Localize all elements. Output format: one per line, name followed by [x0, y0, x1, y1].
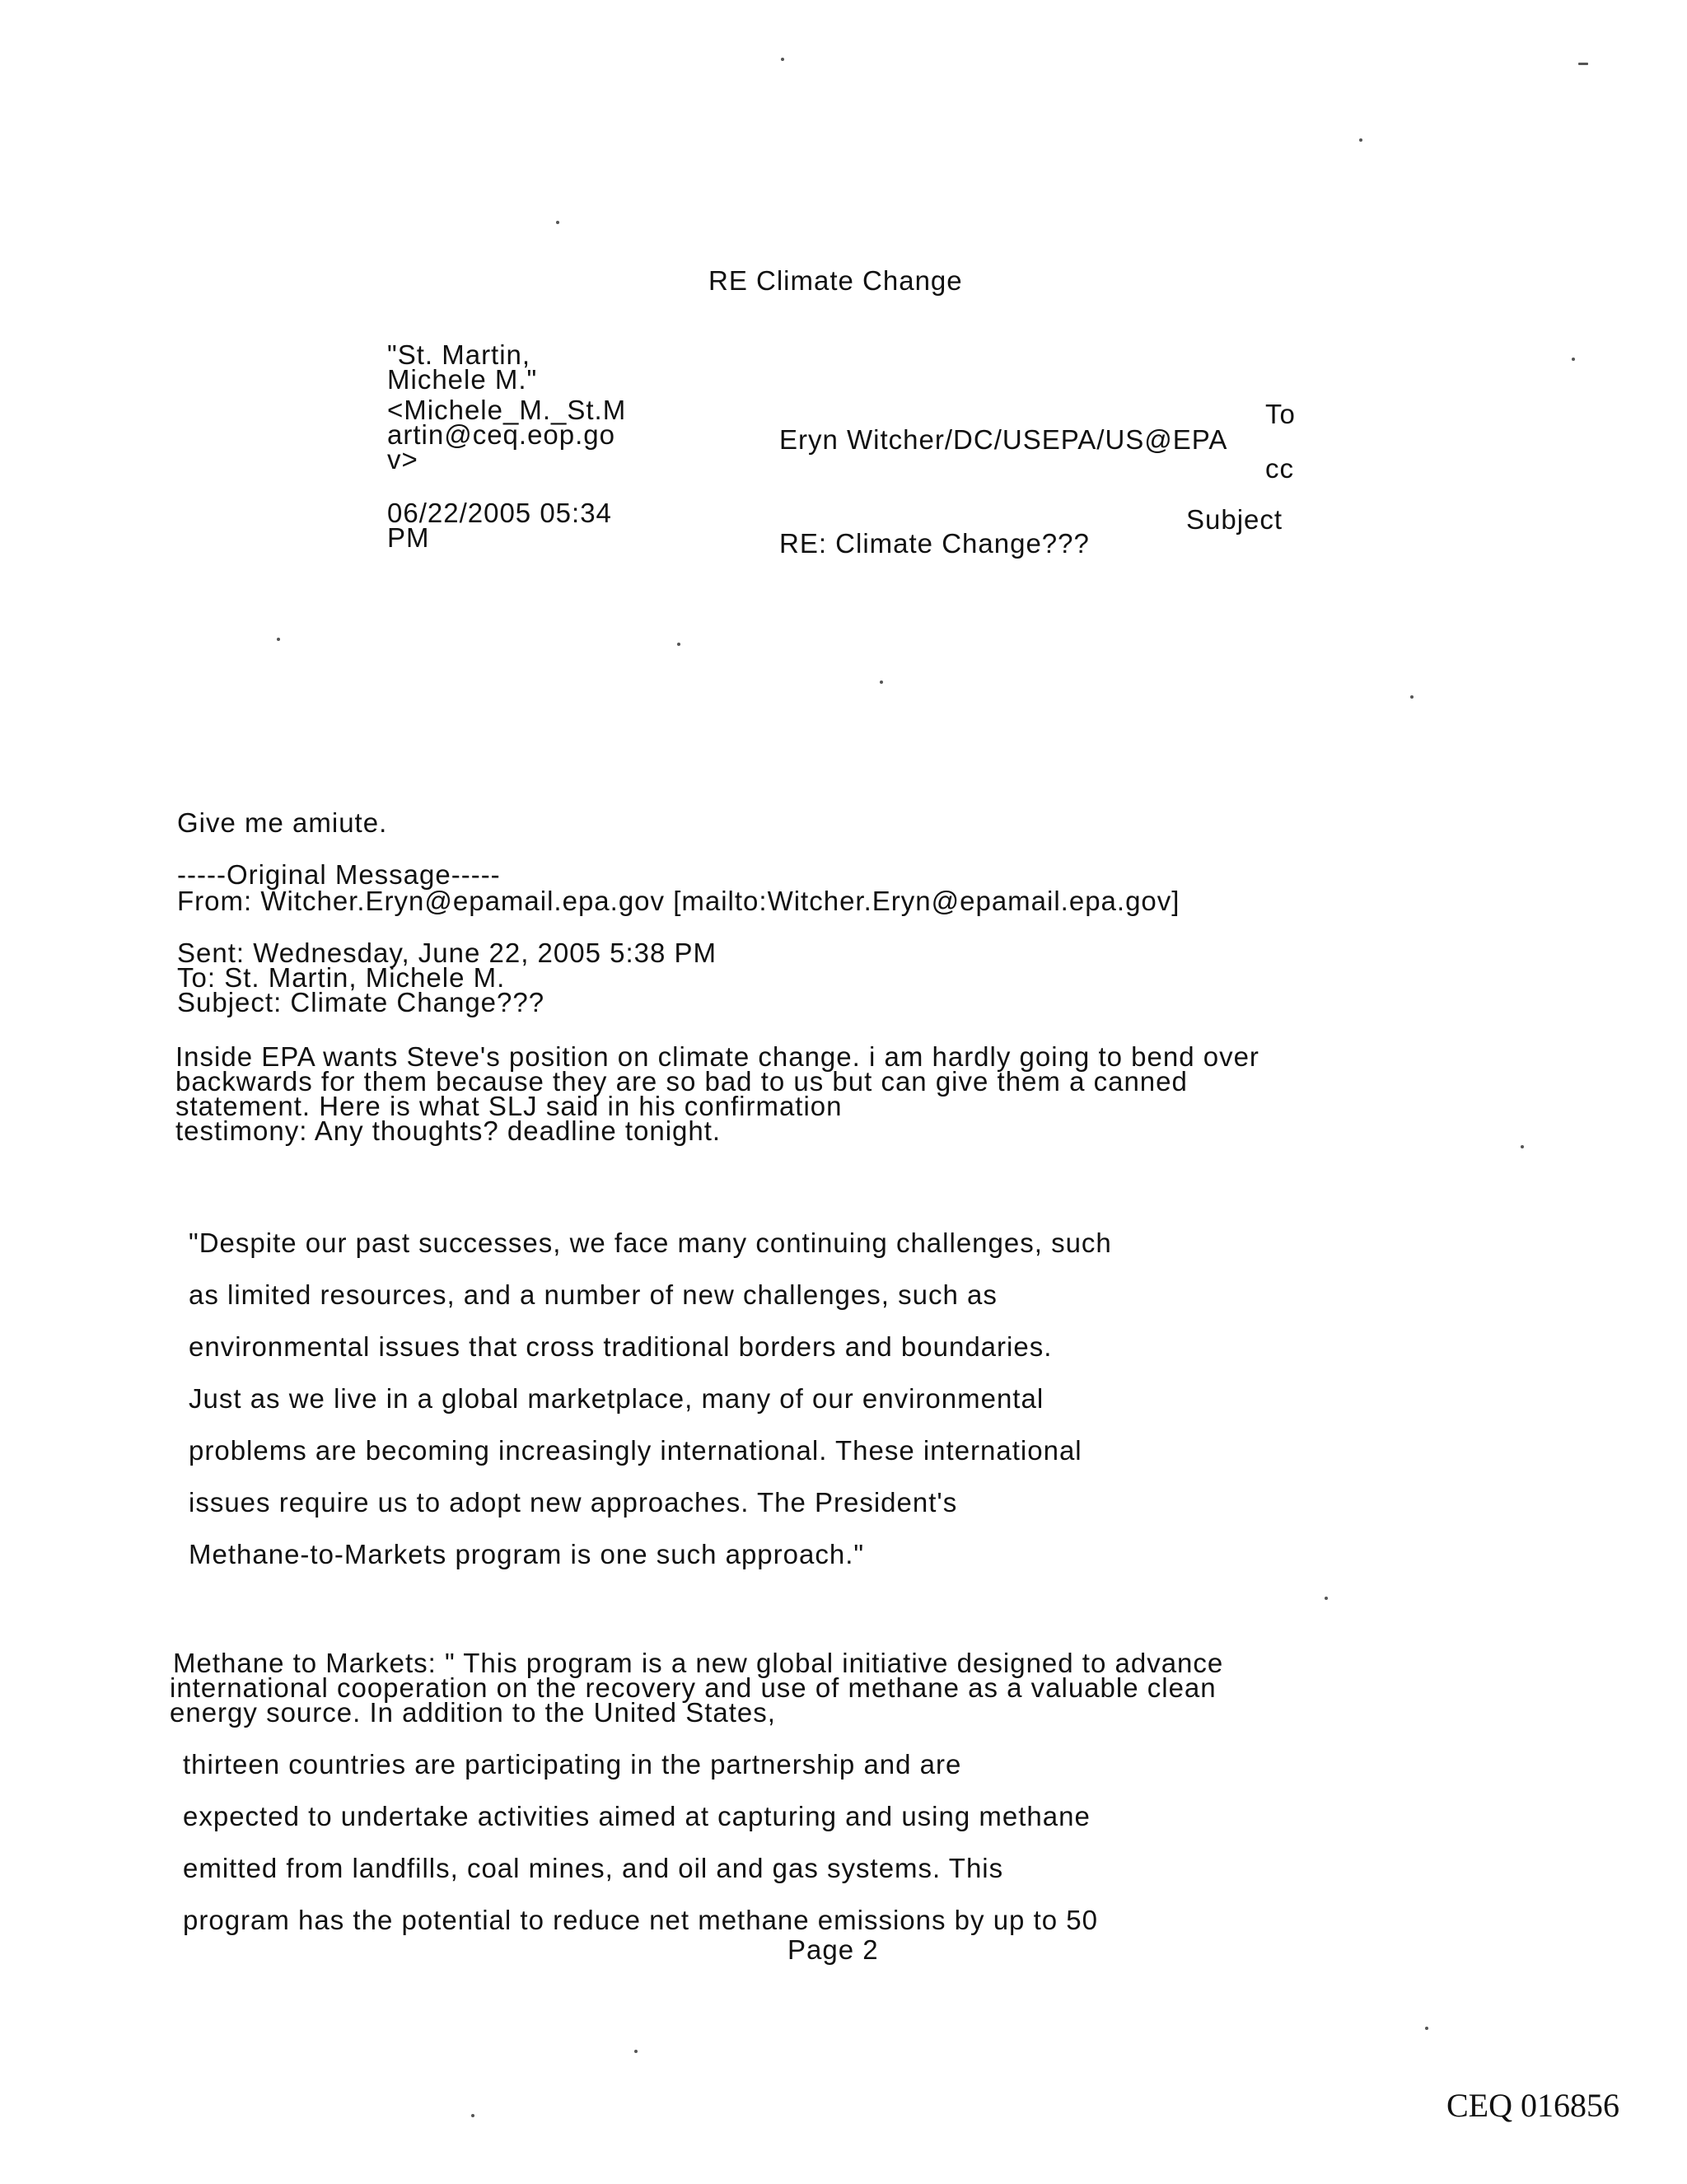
original-sent: Sent: Wednesday, June 22, 2005 5:38 PM — [177, 938, 717, 968]
to-label: To — [1265, 399, 1296, 429]
body-line: testimony: Any thoughts? deadline tonight. — [175, 1115, 722, 1146]
scan-speck — [1325, 1597, 1328, 1600]
methane-more-line: emitted from landfills, coal mines, and oil and gas systems. This — [183, 1853, 1004, 1883]
methane-line: Methane to Markets: " This program is a new global initiative designed to advance — [173, 1648, 1224, 1678]
to-value: Eryn Witcher/DC/USEPA/US@EPA — [779, 424, 1228, 455]
sender-line: "St. Martin, — [387, 339, 531, 370]
original-to: To: St. Martin, Michele M. — [177, 962, 506, 993]
reply-text: Give me amiute. — [177, 807, 388, 838]
quote-line: Methane-to-Markets program is one such approach." — [189, 1539, 865, 1569]
sender-line: <Michele_M._St.M — [387, 395, 627, 425]
subject-label: Subject — [1186, 504, 1283, 535]
bates-number: CEQ 016856 — [1446, 2087, 1619, 2124]
scan-speck — [781, 58, 784, 61]
scan-speck — [1425, 2027, 1428, 2030]
quote-line: issues require us to adopt new approaches. The President's — [189, 1487, 958, 1518]
original-separator: -----Original Message----- — [177, 859, 501, 890]
methane-more-line: expected to undertake activities aimed at capturing and using methane — [183, 1801, 1091, 1831]
scan-speck — [634, 2050, 638, 2053]
body-line: backwards for them because they are so bad to us but can give them a canned — [175, 1066, 1188, 1097]
scan-speck — [277, 638, 280, 641]
scan-speck — [1578, 63, 1588, 65]
quote-line: problems are becoming increasingly international. These international — [189, 1435, 1082, 1466]
scan-speck — [677, 643, 680, 646]
date-line: PM — [387, 522, 430, 553]
quote-line: Just as we live in a global marketplace, many of our environmental — [189, 1383, 1044, 1414]
sender-line: Michele M." — [387, 364, 538, 395]
sender-line: v> — [387, 444, 418, 475]
original-from: From: Witcher.Eryn@epamail.epa.gov [mailto:Witcher.Eryn@epamail.epa.gov] — [177, 886, 1180, 916]
quote-line: as limited resources, and a number of new challenges, such as — [189, 1279, 998, 1310]
methane-more-line: thirteen countries are participating in the partnership and are — [183, 1749, 962, 1779]
scan-speck — [1410, 695, 1414, 699]
sender-line: artin@ceq.eop.go — [387, 419, 616, 450]
cc-label: cc — [1265, 453, 1294, 484]
body-line: statement. Here is what SLJ said in his confirmation — [175, 1091, 843, 1121]
scan-speck — [1521, 1145, 1524, 1148]
scan-speck — [1359, 138, 1362, 142]
methane-line: international cooperation on the recovery and use of methane as a valuable clean — [170, 1672, 1217, 1703]
date-line: 06/22/2005 05:34 — [387, 498, 612, 528]
scan-speck — [1572, 358, 1575, 361]
scan-speck — [880, 680, 883, 684]
scan-speck — [471, 2114, 474, 2117]
original-subject: Subject: Climate Change??? — [177, 987, 545, 1017]
page-number: Page 2 — [787, 1934, 879, 1965]
quote-line: "Despite our past successes, we face many continuing challenges, such — [189, 1228, 1112, 1258]
methane-line: energy source. In addition to the United States, — [170, 1697, 776, 1728]
body-line: Inside EPA wants Steve's position on climate change. i am hardly going to bend over — [175, 1041, 1259, 1072]
scan-speck — [556, 221, 559, 224]
subject-value: RE: Climate Change??? — [779, 528, 1090, 559]
quote-line: environmental issues that cross traditional borders and boundaries. — [189, 1331, 1053, 1362]
methane-more-line: program has the potential to reduce net methane emissions by up to 50 — [183, 1905, 1098, 1935]
document-title: RE Climate Change — [708, 265, 963, 296]
